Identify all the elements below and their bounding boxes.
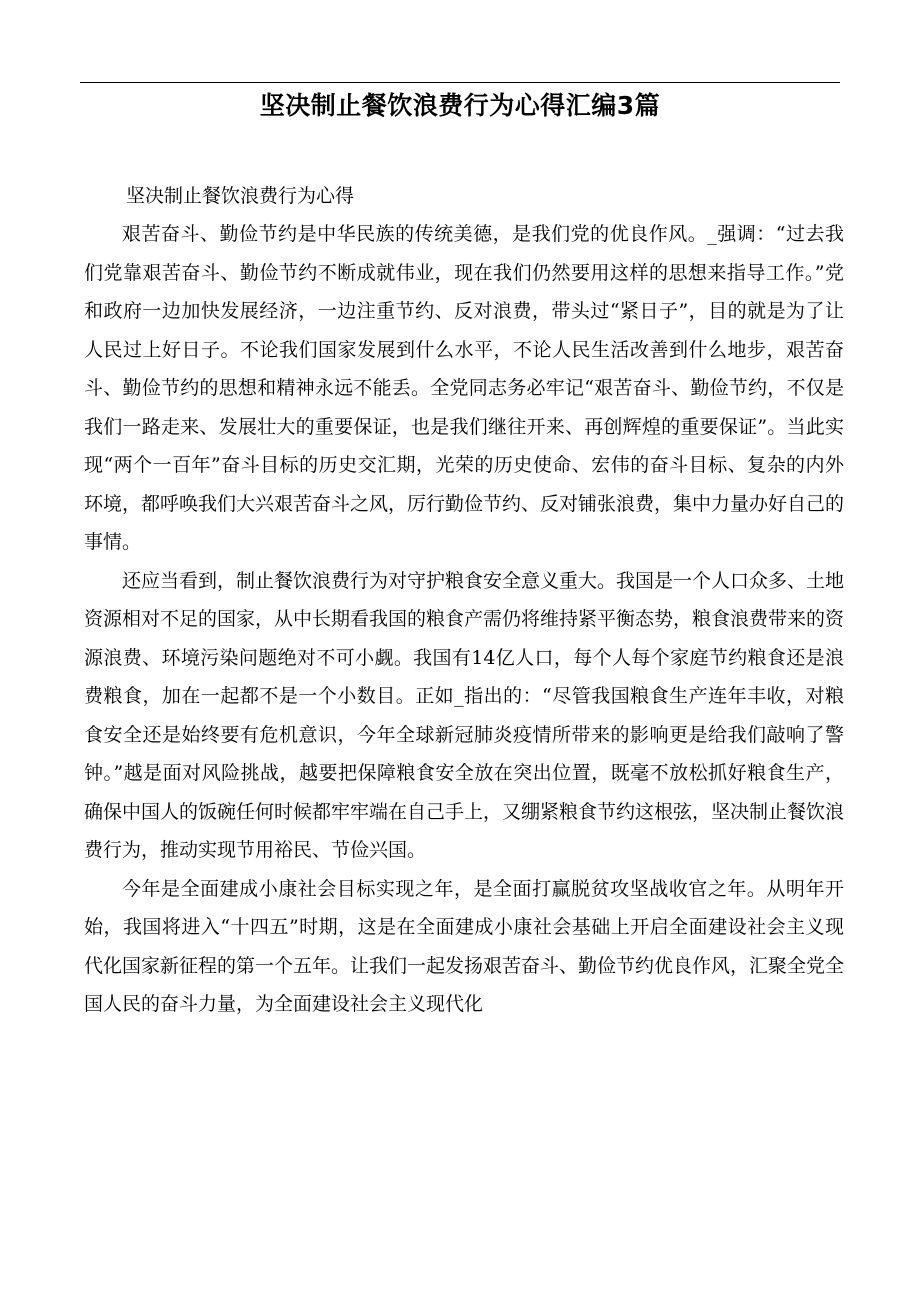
body-paragraph-3: 今年是全面建成小康社会目标实现之年，是全面打赢脱贫攻坚战收官之年。从明年开始，我国将进入“十四五”时期，这是在全面建成小康社会基础上开启全面建设社会主义现代化国家新征程的第一个五年。让我们一起发扬艰苦奋斗、勤俭节约优良作风，汇聚全党全国人民的奋斗力量，为全面建设社会主义现代化: [84, 877, 845, 1015]
document-title: 坚决制止餐饮浪费行为心得汇编3篇: [259, 91, 661, 120]
document-body: [84, 178, 844, 1024]
body-paragraph-1: 艰苦奋斗、勤俭节约是中华民族的传统美德，是我们党的优良作风。_强调：“过去我们党靠艰苦奋斗、勤俭节约不断成就伟业，现在我们仍然要用这样的思想来指导工作。”党和政府一边加快发展经济，一边注重节约、反对浪费，带头过“紧日子”，目的就是为了让人民过上好日子。不论我们国家发展到什么水平，不论人民生活改善到什么地步，艰苦奋斗、勤俭节约的思想和精神永远不能丢。全党同志务必牢记“艰苦奋斗、勤俭节约，不仅是我们一路走来、发展壮大的重要保证，也是我们继往开来、再创辉煌的重要保证”。当此实现“两个一百年”奋斗目标的历史交汇期，光荣的历史使命、宏伟的奋斗目标、复杂的内外环境，都呼唤我们大兴艰苦奋斗之风，厉行勤俭节约、反对铺张浪费，集中力量办好自己的事情。: [84, 223, 845, 553]
section-heading: 坚决制止餐饮浪费行为心得: [126, 185, 355, 207]
header-rule: [80, 82, 840, 83]
body-paragraph-2: 还应当看到，制止餐饮浪费行为对守护粮食安全意义重大。我国是一个人口众多、土地资源相对不足的国家，从中长期看我国的粮食产需仍将维持紧平衡态势，粮食浪费带来的资源浪费、环境污染问题绝对不可小觑。我国有14亿人口，每个人每个家庭节约粮食还是浪费粮食，加在一起都不是一个小数目。正如_指出的：“尽管我国粮食生产连年丰收，对粮食安全还是始终要有危机意识，今年全球新冠肺炎疫情所带来的影响更是给我们敲响了警钟。”越是面对风险挑战，越要把保障粮食安全放在突出位置，既毫不放松抓好粮食生产，确保中国人的饭碗任何时候都牢牢端在自己手上，又绷紧粮食节约这根弦，坚决制止餐饮浪费行为，推动实现节用裕民、节俭兴国。: [84, 569, 845, 861]
